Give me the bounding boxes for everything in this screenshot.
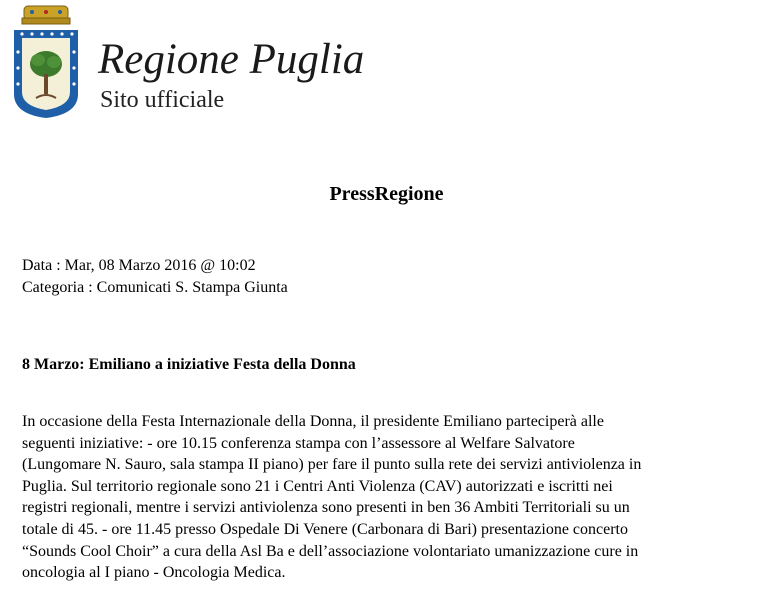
- body-line: Puglia. Sul territorio regionale sono 21 i Centri Anti Violenza (CAV) autorizzati e iscritti nei: [22, 477, 613, 495]
- body-line: “Sounds Cool Choir” a cura della Asl Ba e dell’associazione volontariato umanizzazione cure in: [22, 542, 639, 560]
- section-title: PressRegione: [329, 183, 444, 205]
- crown-icon: [22, 6, 70, 24]
- article-title: 8 Marzo: Emiliano a iniziative Festa della Donna: [22, 356, 356, 373]
- body-line: registri regionali, mentre i servizi antiviolenza sono presenti in ben 36 Ambiti Territoriali su un: [22, 499, 630, 517]
- brand-title: Regione Puglia: [98, 36, 365, 83]
- body-line: (Lungomare N. Sauro, sala stampa II piano) per fare il punto sulla rete dei servizi antiviolenza in: [22, 456, 642, 474]
- brand-subtitle: Sito ufficiale: [100, 87, 225, 113]
- article-body: [22, 411, 762, 584]
- body-line: In occasione della Festa Internazionale della Donna, il presidente Emiliano parteciperà alle: [22, 413, 604, 430]
- body-line: oncologia al I piano - Oncologia Medica.: [22, 564, 286, 582]
- coat-of-arms-icon: [10, 2, 82, 120]
- category-line: Categoria : Comunicati S. Stampa Giunta: [22, 279, 288, 296]
- article-meta: [22, 255, 288, 299]
- date-line: Data : Mar, 08 Marzo 2016 @ 10:02: [22, 257, 256, 274]
- body-line: seguenti iniziative: - ore 10.15 conferenza stampa con l’assessore al Welfare Salvatore: [22, 434, 575, 452]
- body-line: totale di 45. - ore 11.45 presso Ospedale Di Venere (Carbonara di Bari) presentazione concerto: [22, 520, 628, 538]
